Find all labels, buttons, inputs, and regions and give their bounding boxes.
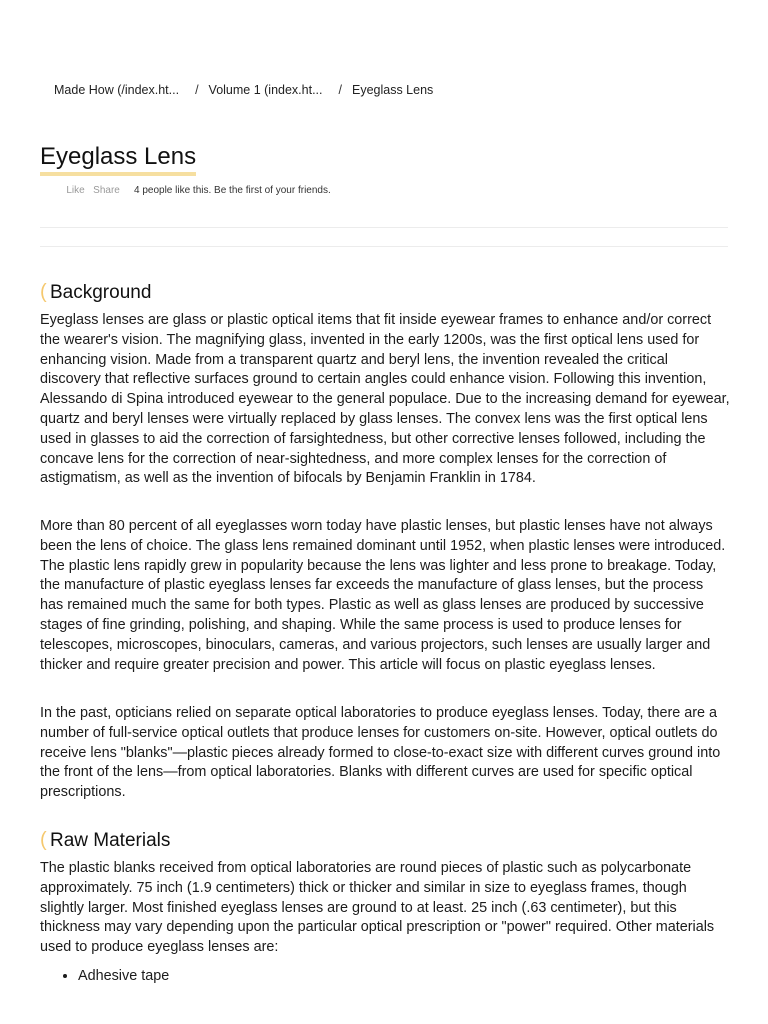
breadcrumb-separator: / [195,83,199,97]
paragraph: More than 80 percent of all eyeglasses worn today have plastic lenses, but plastic lenses have not always been the lens of choice. The glass lens remained dominant until 1952, when plastic lenses were introduced. The plastic lens rapidly grew in popularity because the lens was lighter and less prone to breakage. Today, the manufacture of plastic eyeglass lenses far exceeds the manufacture of glass lenses, but the process has remained much the same for both types. Plastic as well as glass lenses are produced by successive stages of fine grinding, polishing, and shaping. While the same process is used to produce lenses for telescopes, microscopes, binoculars, cameras, and various projectors, such lenses are usually larger and thicker and require greater precision and power. This article will focus on plastic eyeglass lenses. [40,518,726,673]
list-item: • Adhesive tape [78,966,169,986]
breadcrumb-current: Eyeglass Lens [351,83,434,97]
materials-list [40,966,169,986]
facebook-like-widget [40,185,331,201]
paragraph: The plastic blanks received from optical laboratories are round pieces of plastic such as polycarbonate approximately. 75 inch (1.9 centimeters) thick or thicker and similar in size to eyeglass frames, though slightly larger. Most finished eyeglass lenses are ground to at least. 25 inch (.63 centimeter), but this thickness may vary depending upon the particular optical prescription or "power" required. Other materials used to produce eyeglass lenses are: [40,860,715,956]
like-button[interactable]: Like [66,185,85,196]
paragraph: Eyeglass lenses are glass or plastic optical items that fit inside eyewear frames to enhance and/or correct the wearer's vision. The magnifying glass, invented in the early 1200s, was the first optical lens used for enhancing vision. Made from a transparent quartz and beryl lens, the invention revealed the critical discovery that reflective surfaces ground to certain angles could enhance vision. Following this invention, Alessando di Spina introduced eyewear to the general populace. Due to the increasing demand for eyewear, quartz and beryl lenses were virtually replaced by glass lenses. The convex lens was the first optical lens used in glasses to aid the correction of farsightedness, but other corrective lenses followed, including the concave lens for the correction of near-sightedness, and more complex lenses for the correction of astigmatism, as well as the invention of bifocals by Benjamin Franklin in 1784. [40,312,730,487]
share-button[interactable]: Share [93,185,120,196]
breadcrumb-link-volume-1[interactable]: Volume 1 (index.ht... [208,83,323,97]
section-heading-raw-materials [40,828,170,853]
section-heading-label: Raw Materials [50,830,171,851]
like-count-text: 4 people like this. Be the first of your friends. [134,185,331,196]
breadcrumb-link-made-how[interactable]: Made How (/index.ht... [54,83,180,97]
breadcrumb-separator: / [338,83,342,97]
heading-accent-icon: ( [40,829,47,851]
divider [40,246,728,247]
section-heading-background [40,280,151,305]
paragraph: In the past, opticians relied on separate optical laboratories to produce eyeglass lenses. Today, there are a number of full-service optical outlets that produce lenses for customers on-site. However, optical outlets do receive lens "blanks"—plastic pieces already formed to close-to-exact size with different curves ground into the front of the lens—from optical laboratories. Blanks with different curves are used for specific optical prescriptions. [40,705,721,801]
breadcrumb [54,83,433,97]
section-heading-label: Background [50,282,152,303]
page-title: Eyeglass Lens [40,142,196,176]
heading-accent-icon: ( [40,281,47,303]
divider [40,227,728,228]
